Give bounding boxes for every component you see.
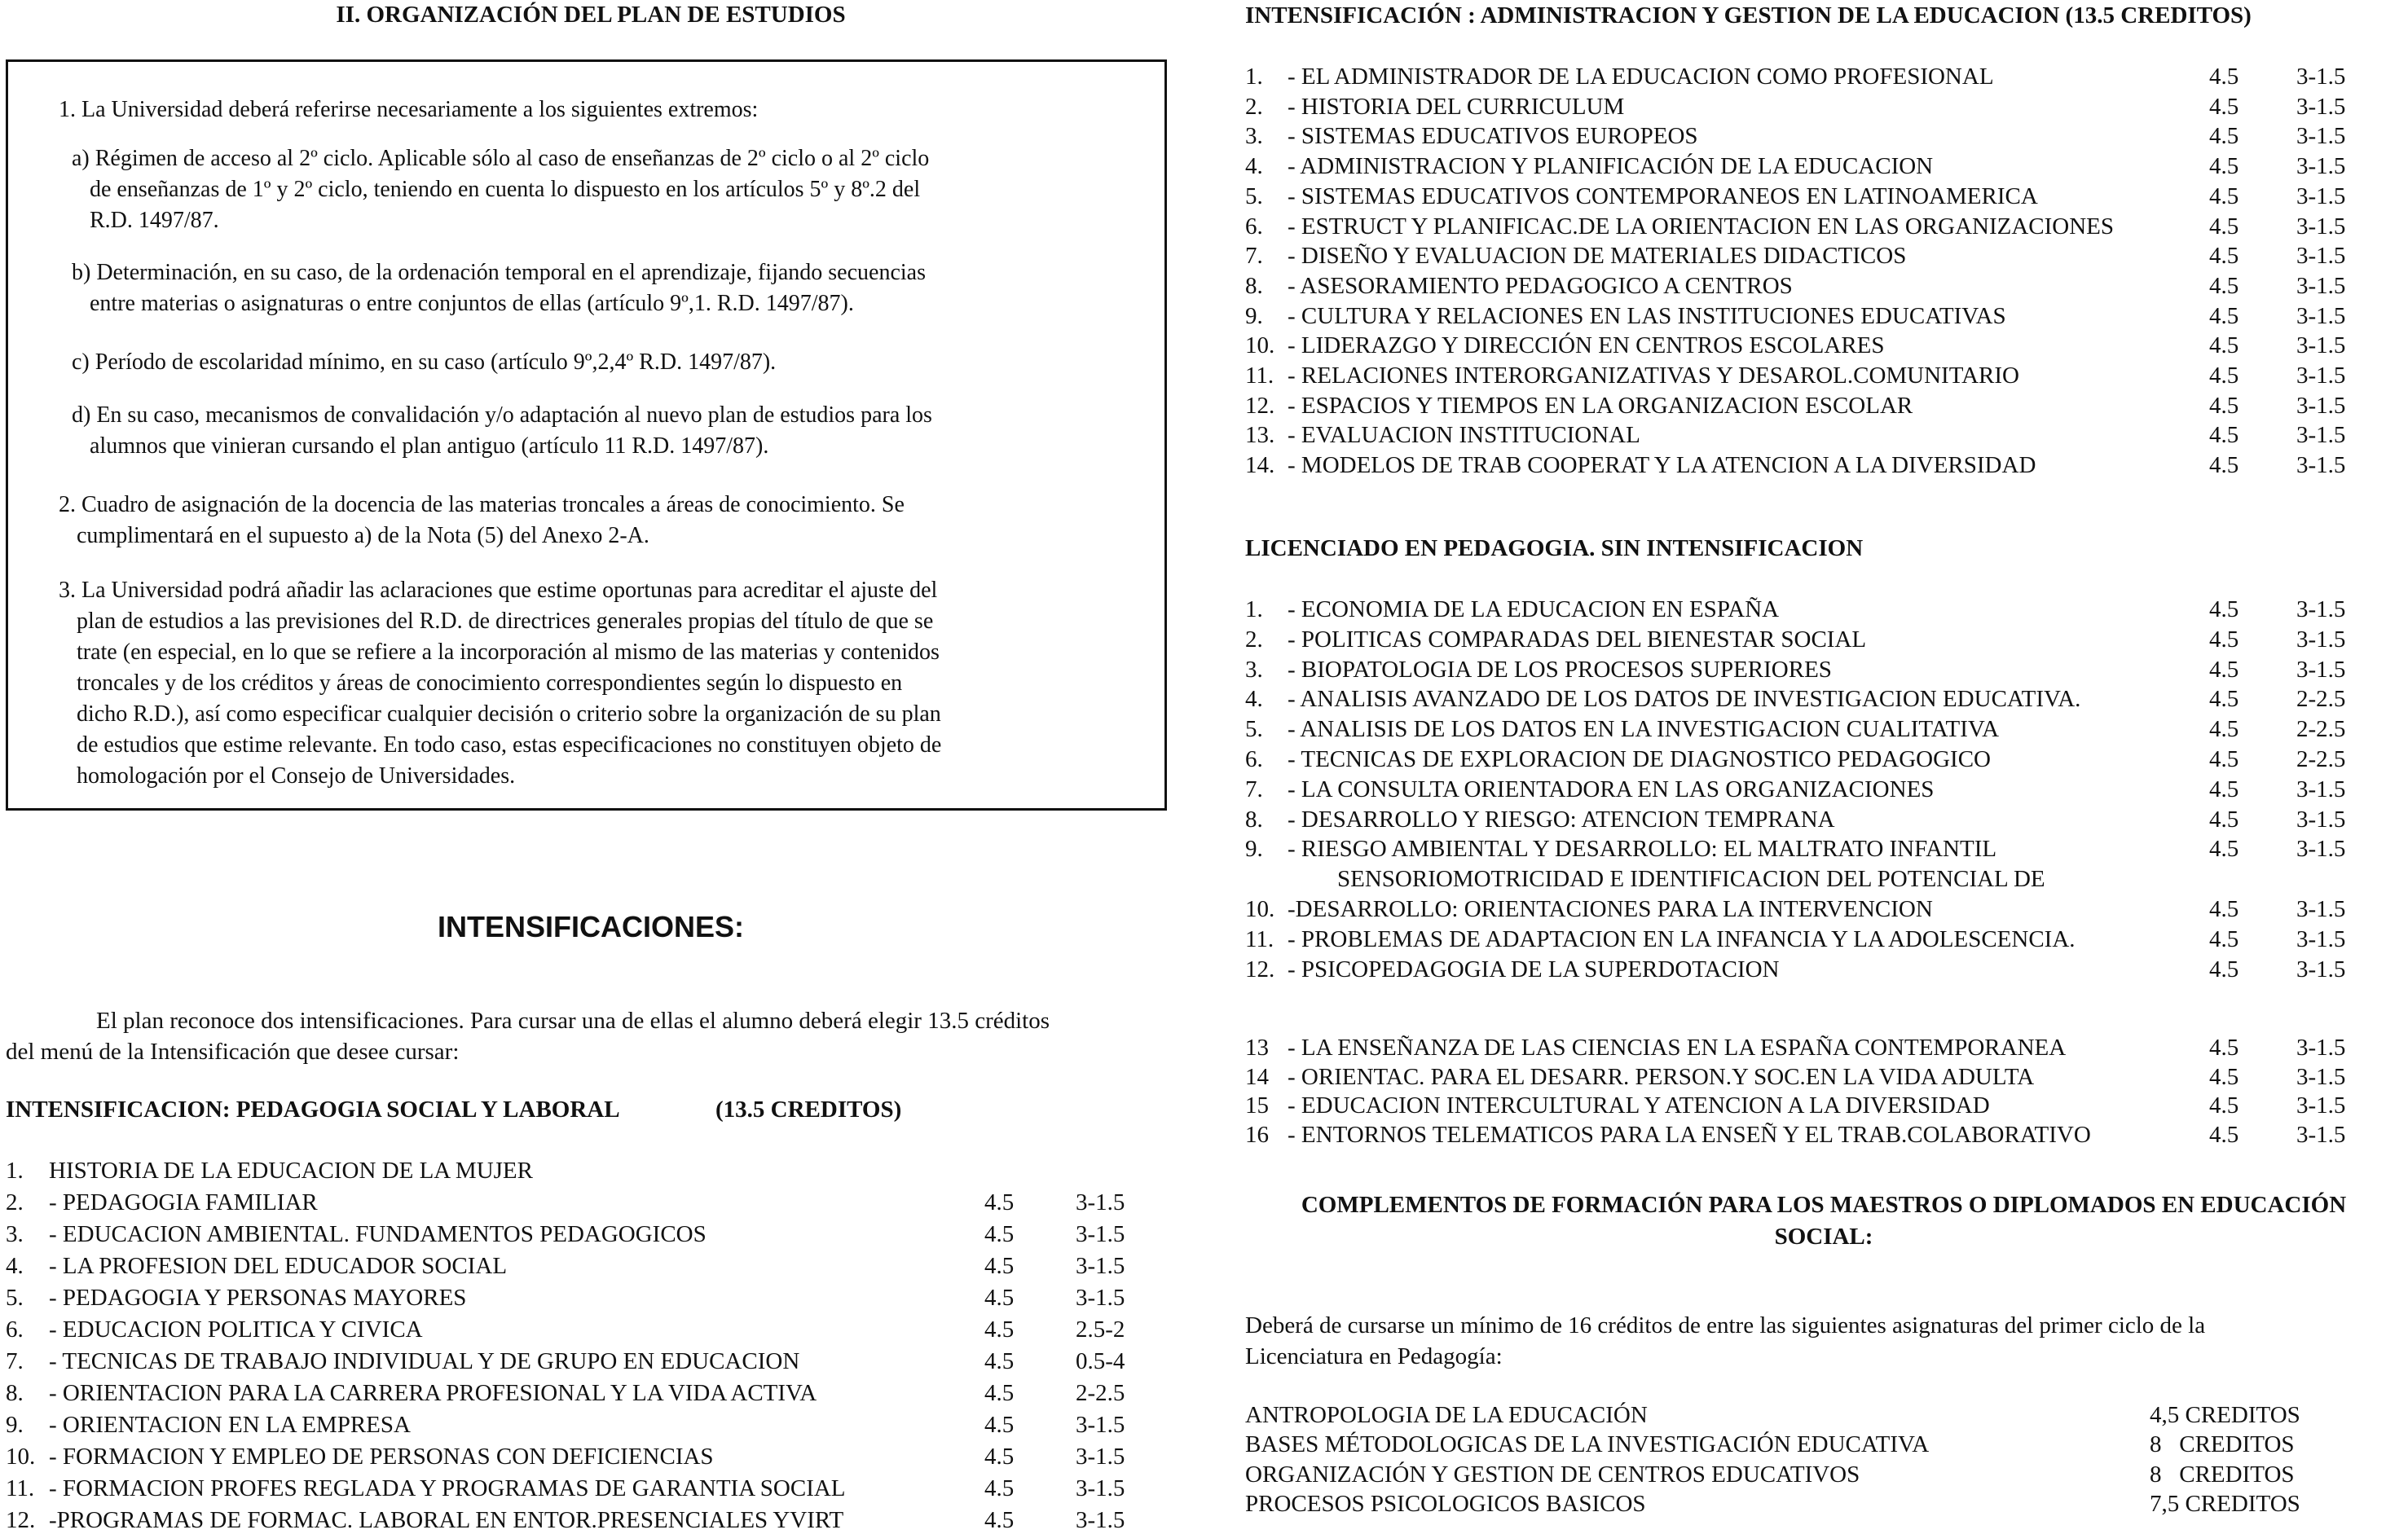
course-name: - FORMACION PROFES REGLADA Y PROGRAMAS DE GARANTIA SOCIAL bbox=[49, 1475, 846, 1501]
course-credits: 4.5 bbox=[2209, 332, 2239, 359]
course-number: 9. bbox=[1245, 836, 1263, 863]
course-distribution: 3-1.5 bbox=[1076, 1285, 1125, 1311]
course-distribution: 3-1.5 bbox=[2296, 806, 2346, 833]
course-name: - ORIENTACION PARA LA CARRERA PROFESIONAL Y LA VIDA ACTIVA bbox=[49, 1380, 817, 1406]
complemento-credits: 8 CREDITOS bbox=[2150, 1461, 2295, 1488]
course-credits: 4.5 bbox=[2209, 363, 2239, 389]
course-credits: 4.5 bbox=[984, 1412, 1015, 1438]
course-distribution: 2-2.5 bbox=[2296, 686, 2346, 713]
course-distribution: 3-1.5 bbox=[1076, 1475, 1125, 1501]
course-distribution: 0.5-4 bbox=[1076, 1348, 1125, 1374]
course-credits: 4.5 bbox=[2209, 626, 2239, 653]
course-distribution: 3-1.5 bbox=[2296, 243, 2346, 270]
course-row bbox=[1245, 302, 2402, 330]
course-credits: 4.5 bbox=[2209, 392, 2239, 419]
course-number: 5. bbox=[1245, 182, 1263, 209]
course-credits: 4.5 bbox=[984, 1221, 1015, 1247]
course-row bbox=[1245, 122, 2402, 150]
course-credits: 4.5 bbox=[2209, 836, 2239, 863]
box-point-2-line2: cumplimentará en el supuesto a) de la Nota (5) del Anexo 2-A. bbox=[77, 523, 649, 548]
box-item-d-line1: d) En su caso, mecanismos de convalidación y/o adaptación al nuevo plan de estudios para los bbox=[72, 402, 932, 428]
course-distribution: 3-1.5 bbox=[2296, 896, 2346, 922]
complemento-name: BASES MÉTODOLOGICAS DE LA INVESTIGACIÓN EDUCATIVA bbox=[1245, 1431, 1930, 1458]
course-number: 14 bbox=[1245, 1063, 1269, 1090]
course-row bbox=[1245, 332, 2402, 359]
course-row bbox=[1245, 272, 2402, 300]
course-distribution: 3-1.5 bbox=[2296, 776, 2346, 802]
course-name: - DESARROLLO Y RIESGO: ATENCION TEMPRANA bbox=[1288, 806, 1835, 833]
course-number: 5. bbox=[6, 1285, 24, 1311]
complemento-name: ANTROPOLOGIA DE LA EDUCACIÓN bbox=[1245, 1402, 1648, 1428]
intro-line-2: del menú de la Intensificación que desee cursar: bbox=[6, 1039, 460, 1065]
course-row bbox=[0, 1284, 1173, 1312]
course-credits: 4.5 bbox=[2209, 213, 2239, 240]
course-distribution: 3-1.5 bbox=[2296, 64, 2346, 90]
course-distribution: 3-1.5 bbox=[1076, 1444, 1125, 1470]
box-item-a-line3: R.D. 1497/87. bbox=[90, 208, 219, 233]
box-point-2-line1: 2. Cuadro de asignación de la docencia de las materias troncales a áreas de conocimiento. Se bbox=[59, 492, 905, 517]
course-name: - LA PROFESION DEL EDUCADOR SOCIAL bbox=[49, 1253, 508, 1279]
course-credits: 4.5 bbox=[2209, 64, 2239, 90]
course-row bbox=[1245, 1063, 2402, 1091]
course-credits: 4.5 bbox=[2209, 243, 2239, 270]
course-name: - ECONOMIA DE LA EDUCACION EN ESPAÑA bbox=[1288, 596, 1780, 622]
course-row bbox=[0, 1475, 1173, 1502]
course-row bbox=[1245, 362, 2402, 389]
course-row bbox=[0, 1189, 1173, 1216]
course-distribution: 3-1.5 bbox=[2296, 422, 2346, 449]
course-credits: 4.5 bbox=[2209, 686, 2239, 713]
course-credits: 4.5 bbox=[2209, 596, 2239, 622]
course-name: SENSORIOMOTRICIDAD E IDENTIFICACION DEL POTENCIAL DE bbox=[1337, 866, 2045, 893]
course-number: 10. bbox=[6, 1444, 36, 1470]
course-number: 3. bbox=[1245, 656, 1263, 683]
course-row bbox=[1245, 895, 2402, 923]
course-row bbox=[1245, 93, 2402, 121]
course-credits: 4.5 bbox=[2209, 776, 2239, 802]
course-credits: 4.5 bbox=[2209, 123, 2239, 150]
course-number: 8. bbox=[1245, 272, 1263, 299]
course-row bbox=[1245, 865, 2402, 893]
course-distribution: 3-1.5 bbox=[2296, 656, 2346, 683]
box-item-c-line1: c) Período de escolaridad mínimo, en su caso (artículo 9º,2,4º R.D. 1497/87). bbox=[72, 349, 777, 375]
course-name: - ORIENTAC. PARA EL DESARR. PERSON.Y SOC.EN LA VIDA ADULTA bbox=[1288, 1063, 2035, 1090]
box-point-3-line3: trate (en especial, en lo que se refiere a la incorporación al mismo de las materias y contenidos bbox=[77, 640, 940, 665]
course-number: 14. bbox=[1245, 452, 1275, 479]
course-credits: 4.5 bbox=[2209, 925, 2239, 952]
course-name: - SISTEMAS EDUCATIVOS CONTEMPORANEOS EN LATINOAMERICA bbox=[1288, 182, 2038, 209]
box-point-3-line1: 3. La Universidad podrá añadir las aclaraciones que estime oportunas para acreditar el ajuste del bbox=[59, 578, 938, 603]
course-number: 6. bbox=[1245, 213, 1263, 240]
social-section-title: INTENSIFICACION: PEDAGOGIA SOCIAL Y LABORAL bbox=[6, 1097, 620, 1123]
course-credits: 4.5 bbox=[2209, 656, 2239, 683]
course-name: -DESARROLLO: ORIENTACIONES PARA LA INTERVENCION bbox=[1288, 896, 1933, 922]
complemento-credits: 7,5 CREDITOS bbox=[2150, 1490, 2300, 1517]
course-name: - LIDERAZGO Y DIRECCIÓN EN CENTROS ESCOLARES bbox=[1288, 332, 1885, 359]
licenciado-section-title: LICENCIADO EN PEDAGOGIA. SIN INTENSIFICACION bbox=[1245, 535, 1864, 561]
course-row bbox=[1245, 242, 2402, 270]
instructions-box bbox=[6, 59, 1167, 811]
course-distribution: 3-1.5 bbox=[2296, 182, 2346, 209]
box-item-b-line1: b) Determinación, en su caso, de la ordenación temporal en el aprendizaje, fijando secuencias bbox=[72, 260, 926, 285]
course-name: - PSICOPEDAGOGIA DE LA SUPERDOTACION bbox=[1288, 956, 1780, 982]
course-number: 15 bbox=[1245, 1092, 1269, 1119]
course-distribution: 3-1.5 bbox=[2296, 956, 2346, 982]
course-name: - MODELOS DE TRAB COOPERAT Y LA ATENCION A LA DIVERSIDAD bbox=[1288, 452, 2036, 479]
course-row bbox=[1245, 1121, 2402, 1149]
course-number: 16 bbox=[1245, 1121, 1269, 1148]
course-distribution: 2-2.5 bbox=[1076, 1380, 1125, 1406]
course-name: - POLITICAS COMPARADAS DEL BIENESTAR SOCIAL bbox=[1288, 626, 1867, 653]
course-number: 6. bbox=[6, 1316, 24, 1343]
course-number: 1. bbox=[1245, 64, 1263, 90]
course-number: 4. bbox=[6, 1253, 24, 1279]
course-number: 5. bbox=[1245, 716, 1263, 743]
course-distribution: 3-1.5 bbox=[2296, 1121, 2346, 1148]
course-number: 8. bbox=[6, 1380, 24, 1406]
course-name: - EDUCACION AMBIENTAL. FUNDAMENTOS PEDAGOGICOS bbox=[49, 1221, 707, 1247]
course-number: 1. bbox=[6, 1158, 24, 1184]
course-credits: 4.5 bbox=[984, 1380, 1015, 1406]
course-name: - ORIENTACION EN LA EMPRESA bbox=[49, 1412, 411, 1438]
course-number: 2. bbox=[1245, 626, 1263, 653]
course-row bbox=[0, 1220, 1173, 1248]
course-distribution: 3-1.5 bbox=[2296, 626, 2346, 653]
course-row bbox=[1245, 685, 2402, 713]
course-distribution: 3-1.5 bbox=[2296, 272, 2346, 299]
course-row bbox=[0, 1316, 1173, 1343]
course-name: - TECNICAS DE TRABAJO INDIVIDUAL Y DE GRUPO EN EDUCACION bbox=[49, 1348, 800, 1374]
course-row bbox=[1245, 806, 2402, 833]
course-number: 8. bbox=[1245, 806, 1263, 833]
course-distribution: 3-1.5 bbox=[2296, 153, 2346, 180]
course-credits: 4.5 bbox=[984, 1475, 1015, 1501]
course-credits: 4.5 bbox=[2209, 422, 2239, 449]
course-name: - ESTRUCT Y PLANIFICAC.DE LA ORIENTACION EN LAS ORGANIZACIONES bbox=[1288, 213, 2115, 240]
complemento-row bbox=[1245, 1401, 2402, 1429]
course-row bbox=[0, 1347, 1173, 1375]
course-row bbox=[1245, 451, 2402, 479]
complementos-title-line1: COMPLEMENTOS DE FORMACIÓN PARA LOS MAESTROS O DIPLOMADOS EN EDUCACIÓN bbox=[1301, 1192, 2347, 1218]
intro-line-1: El plan reconoce dos intensificaciones. Para cursar una de ellas el alumno deberá elegir 13.5 créditos bbox=[96, 1008, 1050, 1034]
course-number: 12. bbox=[6, 1507, 36, 1533]
course-name: - PEDAGOGIA Y PERSONAS MAYORES bbox=[49, 1285, 467, 1311]
course-name: - EVALUACION INSTITUCIONAL bbox=[1288, 422, 1640, 449]
course-row bbox=[1245, 1034, 2402, 1061]
box-point-3-line2: plan de estudios a las previsiones del R.D. de directrices generales propias del título de que se bbox=[77, 609, 934, 634]
course-distribution: 3-1.5 bbox=[2296, 1063, 2346, 1090]
complemento-credits: 8 CREDITOS bbox=[2150, 1431, 2295, 1458]
course-number: 6. bbox=[1245, 746, 1263, 772]
course-number: 11. bbox=[1245, 925, 1274, 952]
course-credits: 4.5 bbox=[984, 1285, 1015, 1311]
course-row bbox=[1245, 213, 2402, 240]
course-number: 7. bbox=[6, 1348, 24, 1374]
course-distribution: 2.5-2 bbox=[1076, 1316, 1125, 1343]
course-distribution: 3-1.5 bbox=[2296, 452, 2346, 479]
course-credits: 4.5 bbox=[2209, 956, 2239, 982]
course-row bbox=[1245, 152, 2402, 180]
course-distribution: 3-1.5 bbox=[2296, 596, 2346, 622]
course-row bbox=[0, 1252, 1173, 1280]
course-name: - EL ADMINISTRADOR DE LA EDUCACION COMO PROFESIONAL bbox=[1288, 64, 1994, 90]
course-row bbox=[1245, 596, 2402, 623]
course-name: - ADMINISTRACION Y PLANIFICACIÓN DE LA EDUCACION bbox=[1288, 153, 1934, 180]
course-distribution: 3-1.5 bbox=[2296, 332, 2346, 359]
course-credits: 4.5 bbox=[984, 1189, 1015, 1215]
course-name: - RELACIONES INTERORGANIZATIVAS Y DESAROL.COMUNITARIO bbox=[1288, 363, 2019, 389]
course-distribution: 3-1.5 bbox=[2296, 302, 2346, 329]
course-number: 7. bbox=[1245, 243, 1263, 270]
course-distribution: 3-1.5 bbox=[2296, 1092, 2346, 1119]
course-row bbox=[1245, 626, 2402, 653]
course-distribution: 2-2.5 bbox=[2296, 746, 2346, 772]
course-number: 11. bbox=[1245, 363, 1274, 389]
course-number: 12. bbox=[1245, 392, 1275, 419]
course-distribution: 3-1.5 bbox=[1076, 1253, 1125, 1279]
course-credits: 4.5 bbox=[2209, 153, 2239, 180]
complemento-row bbox=[1245, 1431, 2402, 1458]
social-section-credits: (13.5 CREDITOS) bbox=[715, 1097, 902, 1123]
complementos-text-line2: Licenciatura en Pedagogía: bbox=[1245, 1343, 1503, 1369]
course-name: - CULTURA Y RELACIONES EN LAS INSTITUCIONES EDUCATIVAS bbox=[1288, 302, 2006, 329]
course-row bbox=[1245, 835, 2402, 863]
course-number: 1. bbox=[1245, 596, 1263, 622]
course-distribution: 3-1.5 bbox=[1076, 1189, 1125, 1215]
course-row bbox=[1245, 745, 2402, 773]
complemento-row bbox=[1245, 1461, 2402, 1488]
course-number: 13. bbox=[1245, 422, 1275, 449]
course-distribution: 3-1.5 bbox=[2296, 836, 2346, 863]
box-item-d-line2: alumnos que vinieran cursando el plan antiguo (artículo 11 R.D. 1497/87). bbox=[90, 433, 769, 459]
course-name: - PEDAGOGIA FAMILIAR bbox=[49, 1189, 318, 1215]
course-distribution: 3-1.5 bbox=[1076, 1412, 1125, 1438]
course-name: HISTORIA DE LA EDUCACION DE LA MUJER bbox=[49, 1158, 533, 1184]
course-distribution: 3-1.5 bbox=[2296, 925, 2346, 952]
course-name: - BIOPATOLOGIA DE LOS PROCESOS SUPERIORES bbox=[1288, 656, 1832, 683]
course-distribution: 3-1.5 bbox=[1076, 1507, 1125, 1533]
course-number: 4. bbox=[1245, 153, 1263, 180]
course-number: 11. bbox=[6, 1475, 35, 1501]
course-name: - LA ENSEÑANZA DE LAS CIENCIAS EN LA ESPAÑA CONTEMPORANEA bbox=[1288, 1035, 2067, 1061]
admin-section-title: INTENSIFICACIÓN : ADMINISTRACION Y GESTION DE LA EDUCACION (13.5 CREDITOS) bbox=[1245, 2, 2252, 29]
course-number: 13 bbox=[1245, 1035, 1269, 1061]
box-item-a-line2: de enseñanzas de 1º y 2º ciclo, teniendo en cuenta lo dispuesto en los artículos 5º y 8º.2 del bbox=[90, 177, 921, 202]
course-credits: 4.5 bbox=[2209, 182, 2239, 209]
course-name: - ENTORNOS TELEMATICOS PARA LA ENSEÑ Y EL TRAB.COLABORATIVO bbox=[1288, 1121, 2091, 1148]
course-credits: 4.5 bbox=[2209, 93, 2239, 120]
course-name: - FORMACION Y EMPLEO DE PERSONAS CON DEFICIENCIAS bbox=[49, 1444, 714, 1470]
box-item-b-line2: entre materias o asignaturas o entre conjuntos de ellas (artículo 9º,1. R.D. 1497/87). bbox=[90, 291, 854, 316]
course-number: 4. bbox=[1245, 686, 1263, 713]
box-point-1: 1. La Universidad deberá referirse necesariamente a los siguientes extremos: bbox=[59, 97, 759, 122]
intensificaciones-title: INTENSIFICACIONES: bbox=[437, 910, 744, 943]
course-credits: 4.5 bbox=[2209, 896, 2239, 922]
course-credits: 4.5 bbox=[984, 1316, 1015, 1343]
course-credits: 4.5 bbox=[984, 1348, 1015, 1374]
course-row bbox=[1245, 776, 2402, 803]
course-number: 10. bbox=[1245, 332, 1275, 359]
course-row bbox=[1245, 925, 2402, 953]
course-name: - ESPACIOS Y TIEMPOS EN LA ORGANIZACION ESCOLAR bbox=[1288, 392, 1913, 419]
course-name: - ANALISIS AVANZADO DE LOS DATOS DE INVESTIGACION EDUCATIVA. bbox=[1288, 686, 2081, 713]
course-credits: 4.5 bbox=[2209, 806, 2239, 833]
course-row bbox=[0, 1379, 1173, 1407]
box-point-3-line7: homologación por el Consejo de Universidades. bbox=[77, 763, 516, 789]
course-name: - RIESGO AMBIENTAL Y DESARROLLO: EL MALTRATO INFANTIL bbox=[1288, 836, 1997, 863]
course-distribution: 3-1.5 bbox=[1076, 1221, 1125, 1247]
course-credits: 4.5 bbox=[2209, 1092, 2239, 1119]
course-name: - EDUCACION POLITICA Y CIVICA bbox=[49, 1316, 423, 1343]
box-point-3-line6: de estudios que estime relevante. En todo caso, estas especificaciones no constituyen objeto de bbox=[77, 732, 942, 758]
course-number: 9. bbox=[1245, 302, 1263, 329]
course-distribution: 3-1.5 bbox=[2296, 392, 2346, 419]
course-row bbox=[0, 1411, 1173, 1439]
organization-heading: II. ORGANIZACIÓN DEL PLAN DE ESTUDIOS bbox=[336, 2, 846, 28]
complemento-name: PROCESOS PSICOLOGICOS BASICOS bbox=[1245, 1490, 1646, 1517]
course-distribution: 3-1.5 bbox=[2296, 123, 2346, 150]
course-name: - DISEÑO Y EVALUACION DE MATERIALES DIDACTICOS bbox=[1288, 243, 1907, 270]
course-row bbox=[1245, 715, 2402, 743]
course-name: - ASESORAMIENTO PEDAGOGICO A CENTROS bbox=[1288, 272, 1793, 299]
course-row bbox=[1245, 656, 2402, 683]
course-number: 12. bbox=[1245, 956, 1275, 982]
course-distribution: 3-1.5 bbox=[2296, 213, 2346, 240]
complemento-name: ORGANIZACIÓN Y GESTION DE CENTROS EDUCATIVOS bbox=[1245, 1461, 1860, 1488]
course-name: -PROGRAMAS DE FORMAC. LABORAL EN ENTOR.PRESENCIALES YVIRT bbox=[49, 1507, 844, 1533]
course-name: - ANALISIS DE LOS DATOS EN LA INVESTIGACION CUALITATIVA bbox=[1288, 716, 2000, 743]
course-row bbox=[1245, 421, 2402, 449]
complementos-text-line1: Deberá de cursarse un mínimo de 16 créditos de entre las siguientes asignaturas del primer ciclo de la bbox=[1245, 1312, 2206, 1338]
course-row bbox=[1245, 1092, 2402, 1119]
course-distribution: 3-1.5 bbox=[2296, 93, 2346, 120]
course-credits: 4.5 bbox=[2209, 452, 2239, 479]
course-name: - EDUCACION INTERCULTURAL Y ATENCION A LA DIVERSIDAD bbox=[1288, 1092, 1990, 1119]
course-row bbox=[0, 1506, 1173, 1534]
box-point-3-line4: troncales y de los créditos y áreas de conocimiento correspondientes según lo dispuesto en bbox=[77, 670, 903, 696]
course-credits: 4.5 bbox=[2209, 1035, 2239, 1061]
course-row bbox=[1245, 63, 2402, 90]
course-number: 7. bbox=[1245, 776, 1263, 802]
course-distribution: 3-1.5 bbox=[2296, 1035, 2346, 1061]
course-number: 2. bbox=[6, 1189, 24, 1215]
complementos-title-line2: SOCIAL: bbox=[1774, 1224, 1873, 1250]
course-credits: 4.5 bbox=[2209, 746, 2239, 772]
course-distribution: 2-2.5 bbox=[2296, 716, 2346, 743]
course-credits: 4.5 bbox=[2209, 302, 2239, 329]
course-number: 3. bbox=[6, 1221, 24, 1247]
course-credits: 4.5 bbox=[2209, 1121, 2239, 1148]
course-name: - LA CONSULTA ORIENTADORA EN LAS ORGANIZACIONES bbox=[1288, 776, 1935, 802]
course-credits: 4.5 bbox=[984, 1507, 1015, 1533]
course-credits: 4.5 bbox=[2209, 1063, 2239, 1090]
course-distribution: 3-1.5 bbox=[2296, 363, 2346, 389]
complemento-row bbox=[1245, 1490, 2402, 1518]
course-credits: 4.5 bbox=[984, 1444, 1015, 1470]
course-name: - SISTEMAS EDUCATIVOS EUROPEOS bbox=[1288, 123, 1698, 150]
course-name: - PROBLEMAS DE ADAPTACION EN LA INFANCIA Y LA ADOLESCENCIA. bbox=[1288, 925, 2076, 952]
course-number: 9. bbox=[6, 1412, 24, 1438]
course-row bbox=[1245, 182, 2402, 210]
box-point-3-line5: dicho R.D.), así como especificar cualquier decisión o criterio sobre la organización de su plan bbox=[77, 701, 941, 727]
course-number: 2. bbox=[1245, 93, 1263, 120]
course-credits: 4.5 bbox=[2209, 272, 2239, 299]
course-row bbox=[1245, 956, 2402, 983]
course-row bbox=[0, 1157, 1173, 1185]
course-credits: 4.5 bbox=[984, 1253, 1015, 1279]
box-item-a-line1: a) Régimen de acceso al 2º ciclo. Aplicable sólo al caso de enseñanzas de 2º ciclo o al 2º ciclo bbox=[72, 146, 930, 171]
course-number: 3. bbox=[1245, 123, 1263, 150]
complemento-credits: 4,5 CREDITOS bbox=[2150, 1402, 2300, 1428]
course-number: 10. bbox=[1245, 896, 1275, 922]
course-name: - TECNICAS DE EXPLORACION DE DIAGNOSTICO PEDAGOGICO bbox=[1288, 746, 1992, 772]
course-name: - HISTORIA DEL CURRICULUM bbox=[1288, 93, 1625, 120]
course-credits: 4.5 bbox=[2209, 716, 2239, 743]
course-row bbox=[1245, 392, 2402, 420]
course-row bbox=[0, 1443, 1173, 1470]
